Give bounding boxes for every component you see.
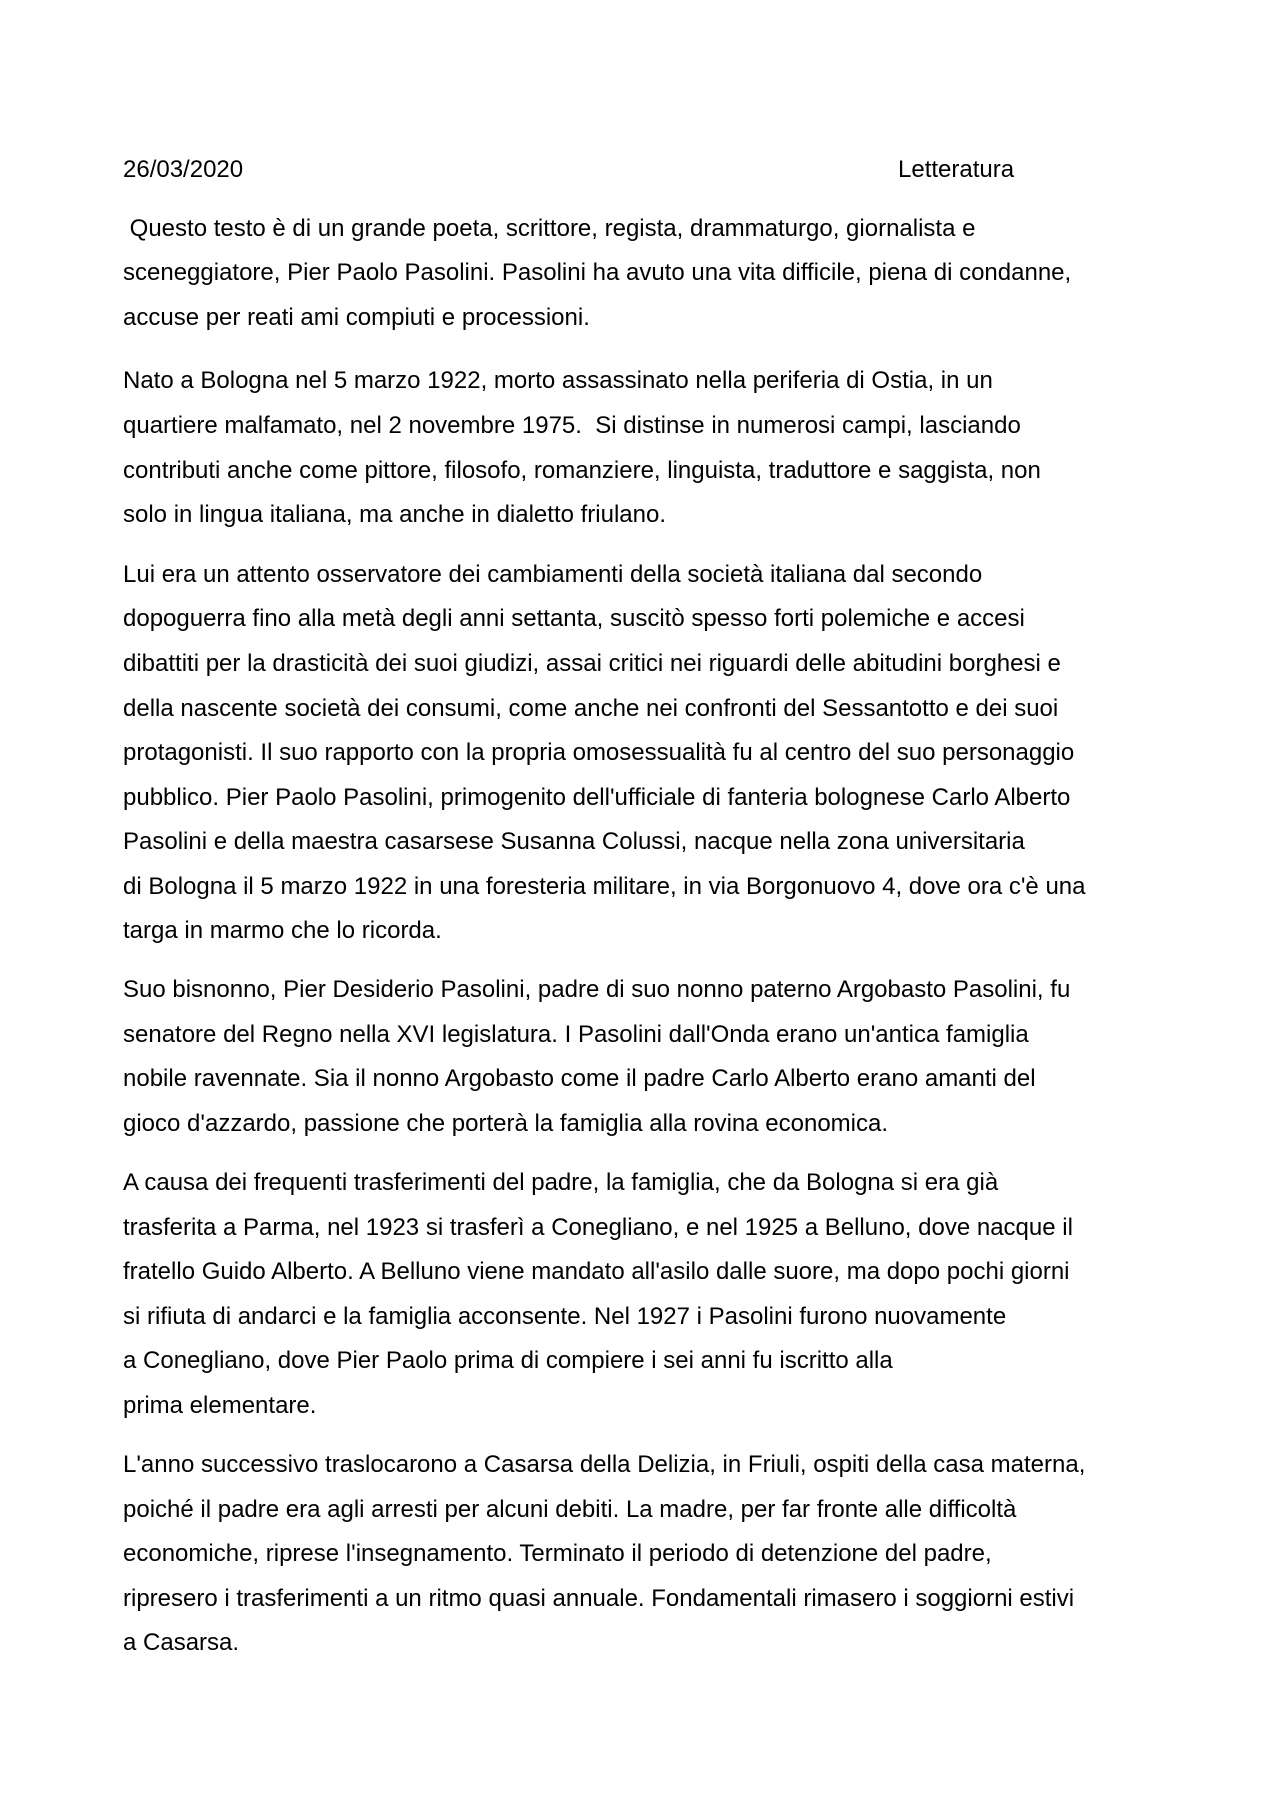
paragraph-line: protagonisti. Il suo rapporto con la propria omosessualità fu al centro del suo personaggio: [123, 739, 1075, 766]
header-date: 26/03/2020: [123, 156, 244, 183]
paragraph-line: dopoguerra fino alla metà degli anni settanta, suscitò spesso forti polemiche e accesi: [123, 605, 1025, 632]
paragraph-line: senatore del Regno nella XVI legislatura. I Pasolini dall'Onda erano un'antica famiglia: [123, 1021, 1029, 1048]
paragraph-line: economiche, riprese l'insegnamento. Terminato il periodo di detenzione del padre,: [123, 1540, 992, 1567]
paragraph-line: contributi anche come pittore, filosofo, romanziere, linguista, traduttore e saggista, non: [123, 457, 1041, 484]
paragraph-line: pubblico. Pier Paolo Pasolini, primogenito dell'ufficiale di fanteria bolognese Carlo Alberto: [123, 784, 1071, 811]
paragraph-line: gioco d'azzardo, passione che porterà la famiglia alla rovina economica.: [123, 1110, 889, 1137]
paragraph-line: Suo bisnonno, Pier Desiderio Pasolini, padre di suo nonno paterno Argobasto Pasolini, fu: [123, 976, 1071, 1003]
paragraph-line: targa in marmo che lo ricorda.: [123, 917, 442, 944]
header-subject: Letteratura: [898, 156, 1015, 183]
paragraph-line: si rifiuta di andarci e la famiglia acconsente. Nel 1927 i Pasolini furono nuovamente: [123, 1303, 1007, 1330]
paragraph-line: poiché il padre era agli arresti per alcuni debiti. La madre, per far fronte alle difficoltà: [123, 1496, 1017, 1523]
paragraph-line: Pasolini e della maestra casarsese Susanna Colussi, nacque nella zona universitaria: [123, 828, 1025, 855]
paragraph-line: A causa dei frequenti trasferimenti del padre, la famiglia, che da Bologna si era già: [123, 1169, 999, 1196]
paragraph-line: Lui era un attento osservatore dei cambiamenti della società italiana dal secondo: [123, 561, 983, 588]
paragraph-line: quartiere malfamato, nel 2 novembre 1975. Si distinse in numerosi campi, lasciando: [123, 412, 1021, 439]
paragraph-line: solo in lingua italiana, ma anche in dialetto friulano.: [123, 501, 667, 528]
paragraph-line: accuse per reati ami compiuti e processioni.: [123, 304, 590, 331]
paragraph-line: a Conegliano, dove Pier Paolo prima di compiere i sei anni fu iscritto alla: [123, 1347, 893, 1374]
paragraph-line: ripresero i trasferimenti a un ritmo quasi annuale. Fondamentali rimasero i soggiorni estivi: [123, 1585, 1075, 1612]
paragraph-line: dibattiti per la drasticità dei suoi giudizi, assai critici nei riguardi delle abitudini borghesi e: [123, 650, 1061, 677]
paragraph-line: prima elementare.: [123, 1392, 317, 1419]
paragraph-line: sceneggiatore, Pier Paolo Pasolini. Pasolini ha avuto una vita difficile, piena di condanne,: [123, 259, 1072, 286]
paragraph-line: Questo testo è di un grande poeta, scrittore, regista, drammaturgo, giornalista e: [123, 215, 976, 242]
paragraph-line: di Bologna il 5 marzo 1922 in una foresteria militare, in via Borgonuovo 4, dove ora c'è una: [123, 873, 1086, 900]
paragraph-line: trasferita a Parma, nel 1923 si trasferì a Conegliano, e nel 1925 a Belluno, dove nacque il: [123, 1214, 1073, 1241]
paragraph-line: Nato a Bologna nel 5 marzo 1922, morto assassinato nella periferia di Ostia, in un: [123, 367, 993, 394]
paragraph-line: nobile ravennate. Sia il nonno Argobasto come il padre Carlo Alberto erano amanti del: [123, 1065, 1036, 1092]
paragraph-line: della nascente società dei consumi, come anche nei confronti del Sessantotto e dei suoi: [123, 695, 1059, 722]
paragraph-line: fratello Guido Alberto. A Belluno viene mandato all'asilo dalle suore, ma dopo pochi giorni: [123, 1258, 1070, 1285]
paragraph-line: a Casarsa.: [123, 1629, 240, 1656]
paragraph-line: L'anno successivo traslocarono a Casarsa della Delizia, in Friuli, ospiti della casa materna,: [123, 1451, 1086, 1478]
